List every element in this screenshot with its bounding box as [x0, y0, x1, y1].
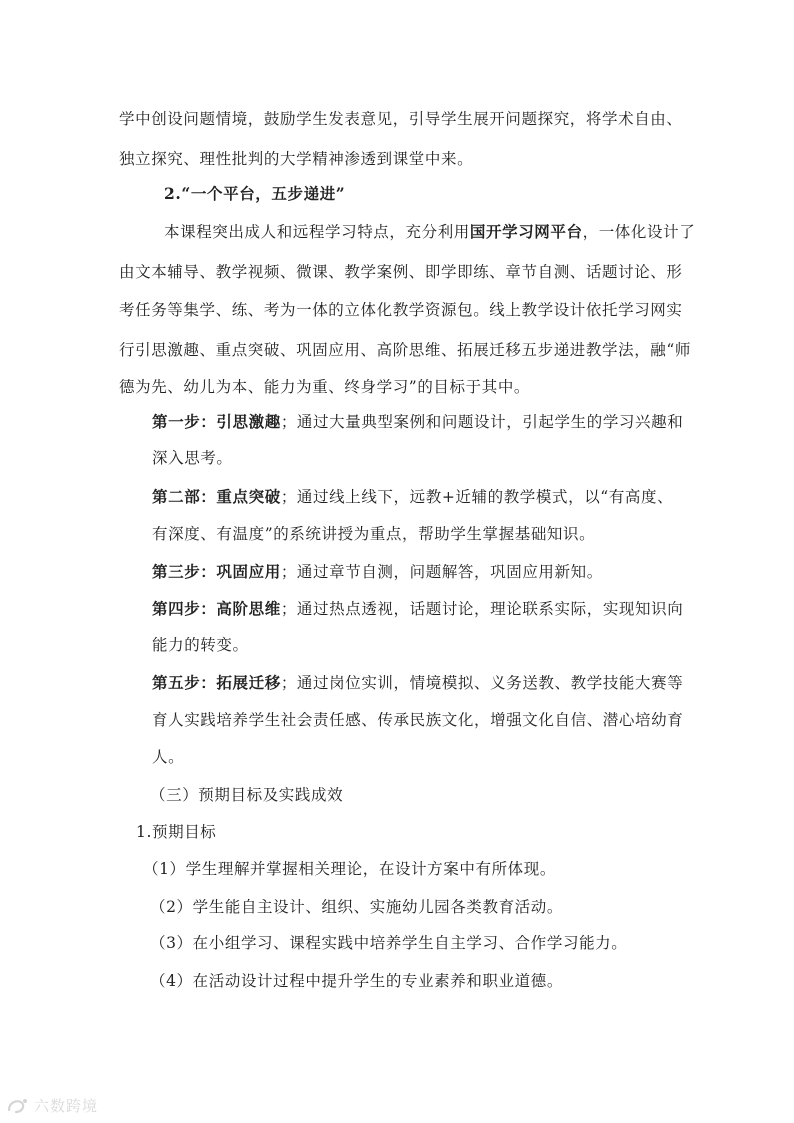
step-line [152, 562, 603, 582]
section-heading: 2.“一个平台，五步递进” [164, 184, 346, 203]
text-line: 由文本辅导、教学视频、微课、教学案例、即学即练、章节自测、话题讨论、形 [119, 263, 683, 281]
text-line: 考任务等集学、练、考为一体的立体化教学资源包。线上教学设计依托学习网实 [119, 301, 683, 319]
text-line: 德为先、幼儿为本、能力为重、终身学习”的目标于其中。 [119, 378, 531, 396]
step-text: ；通过线上线下，远教+近辅的教学模式，以“有高度、 [280, 488, 674, 506]
text-line: 能力的转变。 [152, 636, 249, 654]
section-heading: （三）预期目标及实践成效 [150, 786, 344, 804]
watermark-text: 六数跨境 [34, 1097, 99, 1115]
text-line: 学中创设问题情境，鼓励学生发表意见，引导学生展开问题探究，将学术自由、 [119, 110, 683, 128]
step-text: ；通过大量典型案例和问题设计，引起学生的学习兴趣和 [280, 413, 684, 431]
step-label: 第五步：拓展迁移 [152, 673, 281, 692]
step-text: ；通过热点透视，话题讨论，理论联系实际，实现知识向 [280, 600, 684, 618]
step-line [152, 487, 673, 507]
step-line [152, 599, 683, 619]
text-span: 本课程突出成人和远程学习特点，充分利用 [164, 223, 470, 241]
list-item: （3）在小组学习、课程实践中培养学生自主学习、合作学习能力。 [150, 934, 628, 952]
text-line: 独立探究、理性批判的大学精神渗透到课堂中来。 [119, 150, 474, 168]
text-line: 人。 [152, 748, 185, 766]
text-line [164, 222, 695, 242]
text-line: 有深度、有温度”的系统讲授为重点，帮助学生掌握基础知识。 [152, 525, 596, 543]
step-text: ；通过章节自测，问题解答，巩固应用新知。 [280, 563, 603, 581]
list-item: （4）在活动设计过程中提升学生的专业素养和职业道德。 [150, 972, 563, 990]
watermark [6, 1095, 98, 1116]
step-label: 第四步：高阶思维 [152, 599, 281, 618]
step-line [152, 673, 683, 693]
text-line: 行引思激趣、重点突破、巩固应用、高阶思维、拓展迁移五步递进教学法，融“师 [119, 341, 692, 359]
step-label: 第三步：巩固应用 [152, 562, 281, 581]
step-label: 第一步：引思激趣 [152, 412, 281, 431]
text-line: 育人实践培养学生社会责任感、传承民族文化，增强文化自信、潜心培幼育 [152, 711, 684, 729]
list-item: （2）学生能自主设计、组织、实施幼儿园各类教育活动。 [150, 898, 563, 916]
step-line [152, 412, 683, 432]
text-line: 深入思考。 [152, 449, 233, 467]
platform-name: 国开学习网平台 [469, 222, 583, 241]
list-item: （1）学生理解并掌握相关理论，在设计方案中有所体现。 [143, 860, 556, 878]
step-label: 第二部：重点突破 [152, 487, 281, 506]
sub-heading: 1.预期目标 [136, 823, 217, 841]
text-span: ，一体化设计了 [582, 223, 696, 241]
logo-icon [6, 1096, 30, 1116]
step-text: ；通过岗位实训，情境模拟、义务送教、教学技能大赛等 [280, 674, 684, 692]
